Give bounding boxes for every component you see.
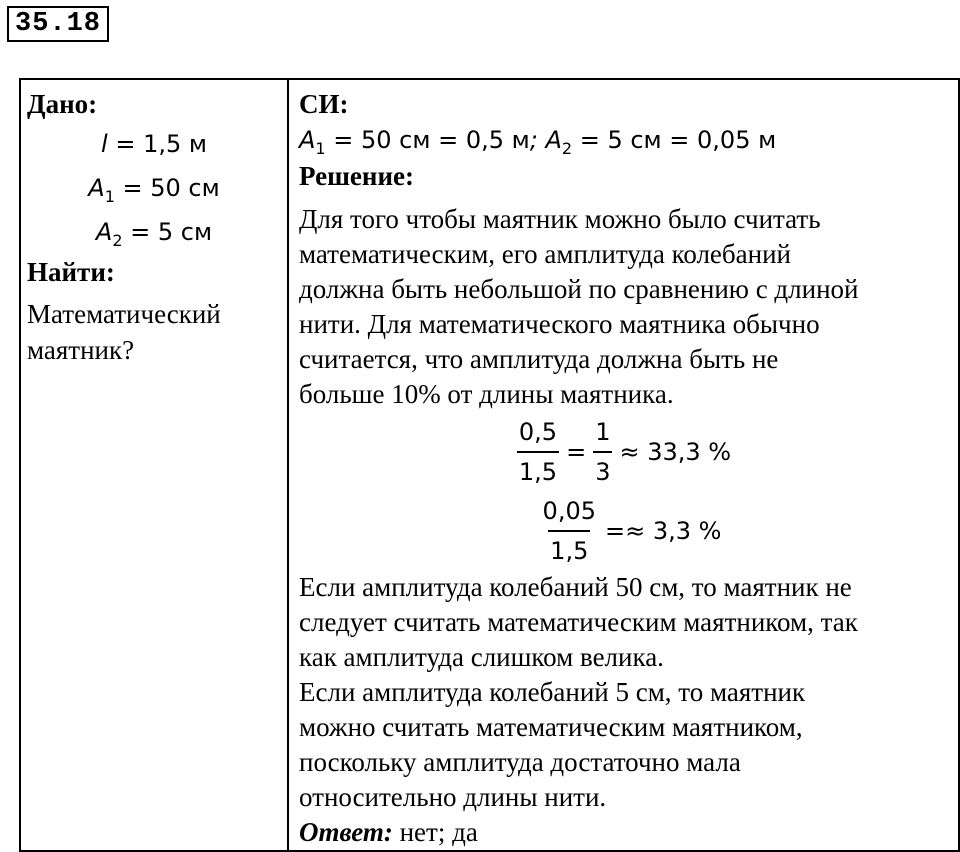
- text-line: больше 10% от длины маятника.: [299, 379, 674, 409]
- fraction: $\frac{0,5}{1,5}$: [518, 418, 558, 486]
- case-small-amplitude: [299, 675, 948, 815]
- answer-text: нет; да: [392, 817, 478, 847]
- formula-ratio-1: $\frac{0,5}{1,5}$ = $\frac{1}{3}$ ≈ 33,3 %: [518, 418, 732, 486]
- text-line: математическим, его амплитуда колебаний: [299, 239, 791, 269]
- given-length: l = 1,5 м: [101, 130, 207, 158]
- text-line: Если амплитуда колебаний 50 см, то маятник не: [299, 572, 852, 602]
- text-line: можно считать математическим маятником,: [299, 712, 803, 742]
- si-header: СИ:: [299, 89, 349, 119]
- given-column: [20, 79, 288, 851]
- answer: [299, 815, 948, 850]
- text-line: Если амплитуда колебаний 5 см, то маятник: [299, 677, 806, 707]
- formula-ratio-2: $\frac{0,05}{1,5}$ =≈ 3,3 %: [542, 497, 722, 565]
- text-line: должна быть небольшой по сравнению с длиной: [299, 274, 859, 304]
- text-line: считается, что амплитуда должна быть не: [299, 344, 779, 374]
- text-line: нити. Для математического маятника обычно: [299, 309, 820, 339]
- given-values: [27, 122, 281, 254]
- fraction: $\frac{1}{3}$: [595, 418, 611, 486]
- text-line: поскольку амплитуда достаточно мала: [299, 747, 741, 777]
- given-header: Дано:: [27, 89, 98, 119]
- solution-table: [19, 78, 960, 852]
- given-amplitude-2: $A_2 = 5$ см: [95, 218, 213, 250]
- text-line: следует считать математическим маятником, так: [299, 607, 858, 637]
- solution-header: Решение:: [299, 161, 414, 191]
- given-amplitude-1: $A_1 = 50$ см: [88, 174, 220, 206]
- si-conversion: $A_1 = 50$ см = 0,5 м; $A_2 = 5$ см = 0,05 м: [299, 126, 777, 158]
- solution-intro: [299, 202, 948, 412]
- fraction: $\frac{0,05}{1,5}$: [542, 497, 596, 565]
- solution-column: [288, 79, 959, 851]
- text-line: относительно длины нити.: [299, 782, 607, 812]
- text-line: как амплитуда слишком велика.: [299, 642, 664, 672]
- answer-label: Ответ:: [299, 817, 393, 847]
- case-large-amplitude: [299, 570, 948, 675]
- find-text: Математический маятник?: [27, 299, 221, 365]
- problem-number: 35.18: [7, 6, 109, 42]
- text-line: Для того чтобы маятник можно было считать: [299, 204, 821, 234]
- find-header: Найти:: [27, 257, 115, 287]
